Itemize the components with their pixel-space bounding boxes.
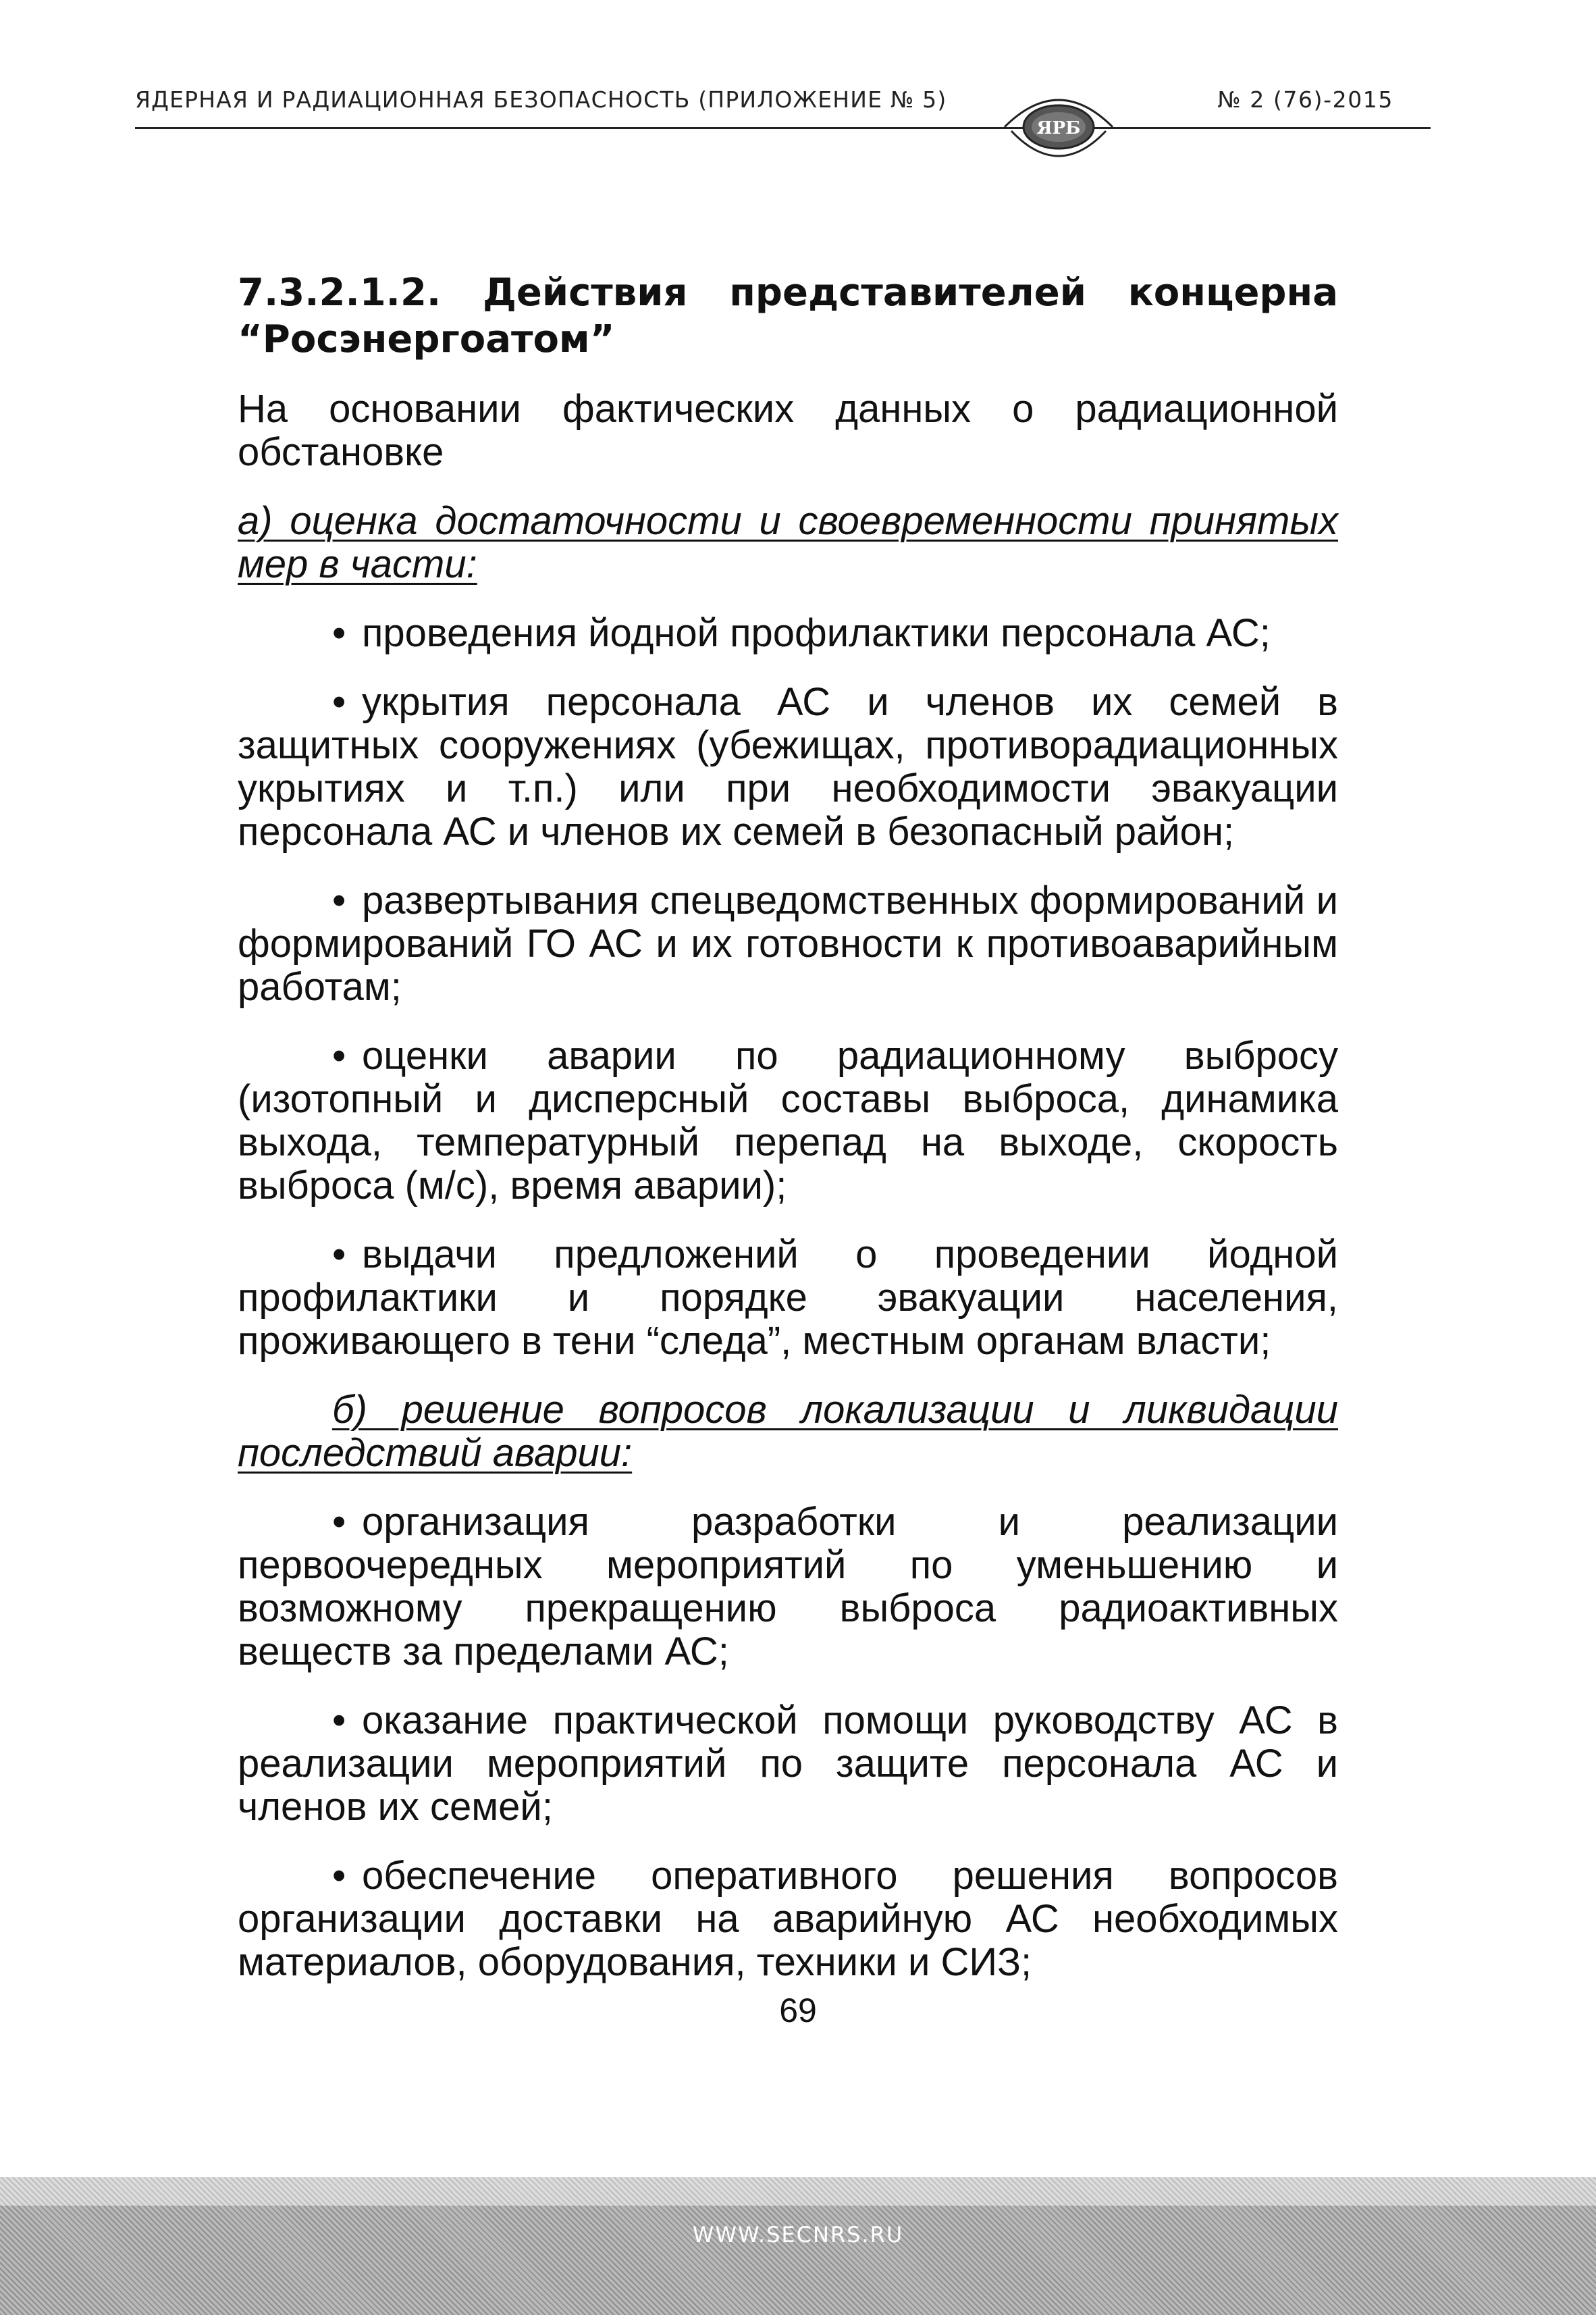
bullet-icon: • <box>332 1698 346 1742</box>
list-item: • оценки аварии по радиационному выбросу (изотопный и дисперсный составы выброса, динамика выхода, температурный перепад на выходе, скорость выброса (м/с), время аварии); <box>238 1034 1338 1207</box>
page-number: 69 <box>779 1992 817 2029</box>
subsection-a-title: а) оценка достаточности и своевременности принятых мер в части: <box>238 499 1338 586</box>
list-item: • организация разработки и реализации первоочередных мероприятий по уменьшению и возможному прекращению выброса радиоактивных веществ за пределами АС; <box>238 1500 1338 1673</box>
list-item: • развертывания спецведомственных формирований и формирований ГО АС и их готовности к противоаварийным работам; <box>238 879 1338 1009</box>
footer-band-highlight <box>0 2177 1596 2206</box>
bullet-icon: • <box>332 879 346 922</box>
bullet-icon: • <box>332 680 346 724</box>
journal-logo-icon <box>998 80 1119 174</box>
journal-title: ЯДЕРНАЯ И РАДИАЦИОННАЯ БЕЗОПАСНОСТЬ (ПРИЛОЖЕНИЕ № 5) <box>135 86 947 113</box>
header-rule <box>135 127 1431 129</box>
list-item: • обеспечение оперативного решения вопросов организации доставки на аварийную АС необходимых материалов, оборудования, техники и СИЗ; <box>238 1854 1338 1984</box>
section-number: 7.3.2.1.2. <box>238 271 442 315</box>
subsection-b-title: б) решение вопросов локализации и ликвидации последствий аварии: <box>238 1388 1338 1475</box>
bullet-icon: • <box>332 1854 346 1898</box>
list-item: • выдачи предложений о проведении йодной профилактики и порядке эвакуации населения, проживающего в тени “следа”, местным органам власти; <box>238 1232 1338 1363</box>
list-item: • укрытия персонала АС и членов их семей в защитных сооружениях (убежищах, противорадиационных укрытиях и т.п.) или при необходимости эвакуации персонала АС и членов их семей в безопасный район; <box>238 680 1338 854</box>
section-heading <box>238 269 1338 317</box>
bullet-icon: • <box>332 1034 346 1078</box>
section-heading-text: Действия представителей концерна <box>483 271 1339 315</box>
bullet-icon: • <box>332 611 346 655</box>
footer-website: WWW.SECNRS.RU <box>692 2222 904 2247</box>
list-item: • проведения йодной профилактики персонала АС; <box>332 611 1271 655</box>
logo-text: ЯРБ <box>1036 118 1081 138</box>
list-item: • оказание практической помощи руководству АС в реализации мероприятий по защите персонала АС и членов их семей; <box>238 1698 1338 1829</box>
intro-paragraph: На основании фактических данных о радиационной обстановке <box>238 387 1338 474</box>
section-heading-continuation: “Росэнергоатом” <box>238 317 615 361</box>
issue-number: № 2 (76)-2015 <box>1217 86 1393 113</box>
bullet-icon: • <box>332 1500 346 1544</box>
bullet-icon: • <box>332 1232 346 1276</box>
document-body <box>238 269 1338 2010</box>
